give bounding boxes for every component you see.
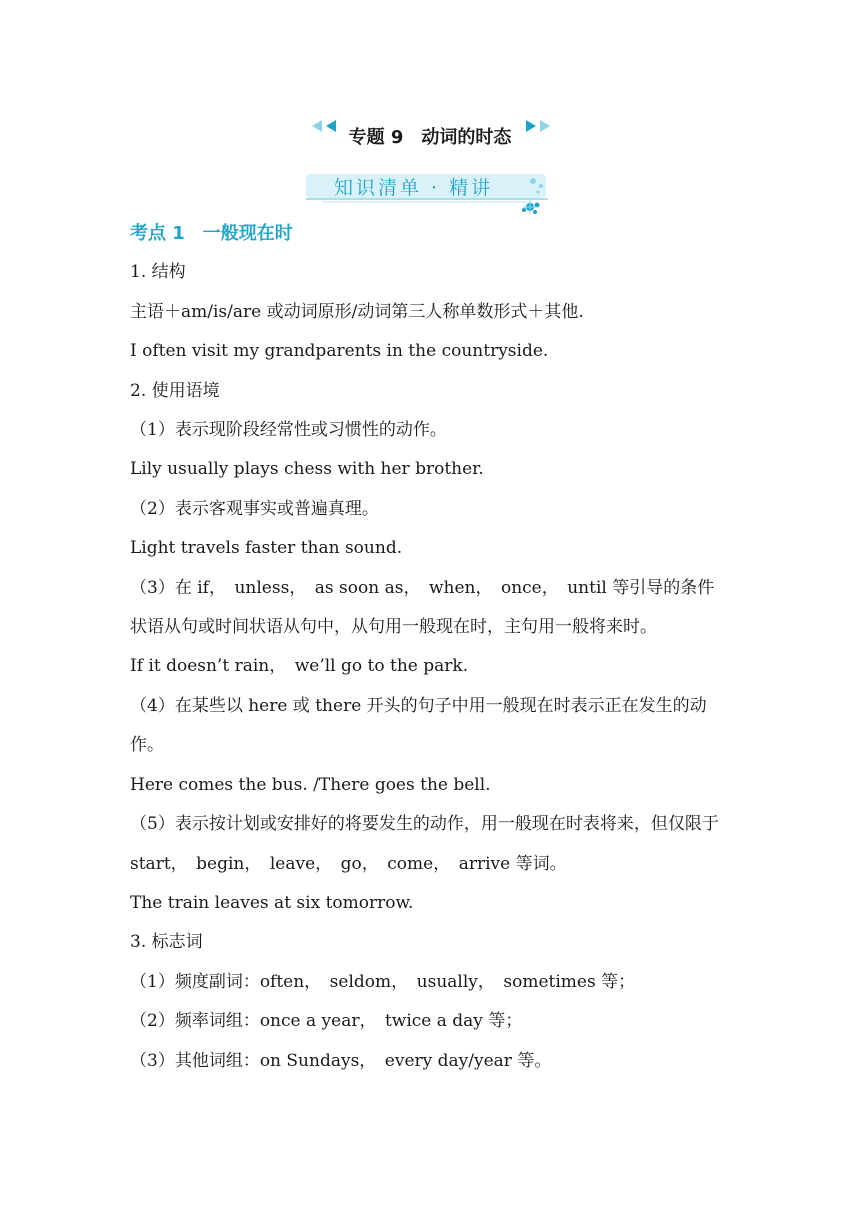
subheading-structure: 1. 结构 (130, 262, 186, 283)
usage-item: （4）在某些以 here 或 there 开头的句子中用一般现在时表示正在发生的动作。 (130, 695, 707, 756)
example-sentence: I often visit my grandparents in the countryside. (130, 341, 549, 362)
right-arrows-icon (522, 118, 556, 134)
subheading-signal-words: 3. 标志词 (130, 932, 203, 953)
signal-word-item: （2）频率词组：once a year， twice a day 等； (130, 1011, 523, 1032)
subheading-context: 2. 使用语境 (130, 380, 220, 401)
usage-item: （2）表示客观事实或普遍真理。 (130, 498, 379, 519)
usage-item: （5）表示按计划或安排好的将要发生的动作，用一般现在时表将来，但仅限于 start， begin， leave， go， come， arrive 等词。 (130, 814, 719, 874)
left-arrows-icon (308, 118, 342, 134)
example-sentence: The train leaves at six tomorrow. (130, 892, 414, 913)
usage-item: （3）在 if， unless， as soon as， when， once， until 等引导的条件状语从句或时间状语从句中，从句用一般现在时，主句用一般将来时。 (130, 577, 715, 638)
topic-title: 专题 9 动词的时态 (348, 127, 512, 148)
example-sentence: If it doesn’t rain， we’ll go to the park. (130, 656, 469, 677)
example-sentence: Here comes the bus. /There goes the bell. (130, 774, 491, 795)
example-sentence: Light travels faster than sound. (130, 538, 403, 559)
signal-word-item: （1）频度副词：often， seldom， usually， sometimes 等； (130, 971, 636, 992)
usage-item: （1）表示现阶段经常性或习惯性的动作。 (130, 420, 447, 441)
banner-label: 知识清单 · 精讲 (334, 177, 494, 199)
example-sentence: Lily usually plays chess with her brother. (130, 459, 484, 480)
signal-word-item: （3）其他词组：on Sundays， every day/year 等。 (130, 1050, 552, 1071)
structure-formula: 主语＋am/is/are 或动词原形/动词第三人称单数形式＋其他. (130, 301, 584, 322)
section-content (130, 214, 730, 1081)
section-heading: 考点 1 一般现在时 (130, 223, 293, 244)
page-header (0, 116, 860, 216)
